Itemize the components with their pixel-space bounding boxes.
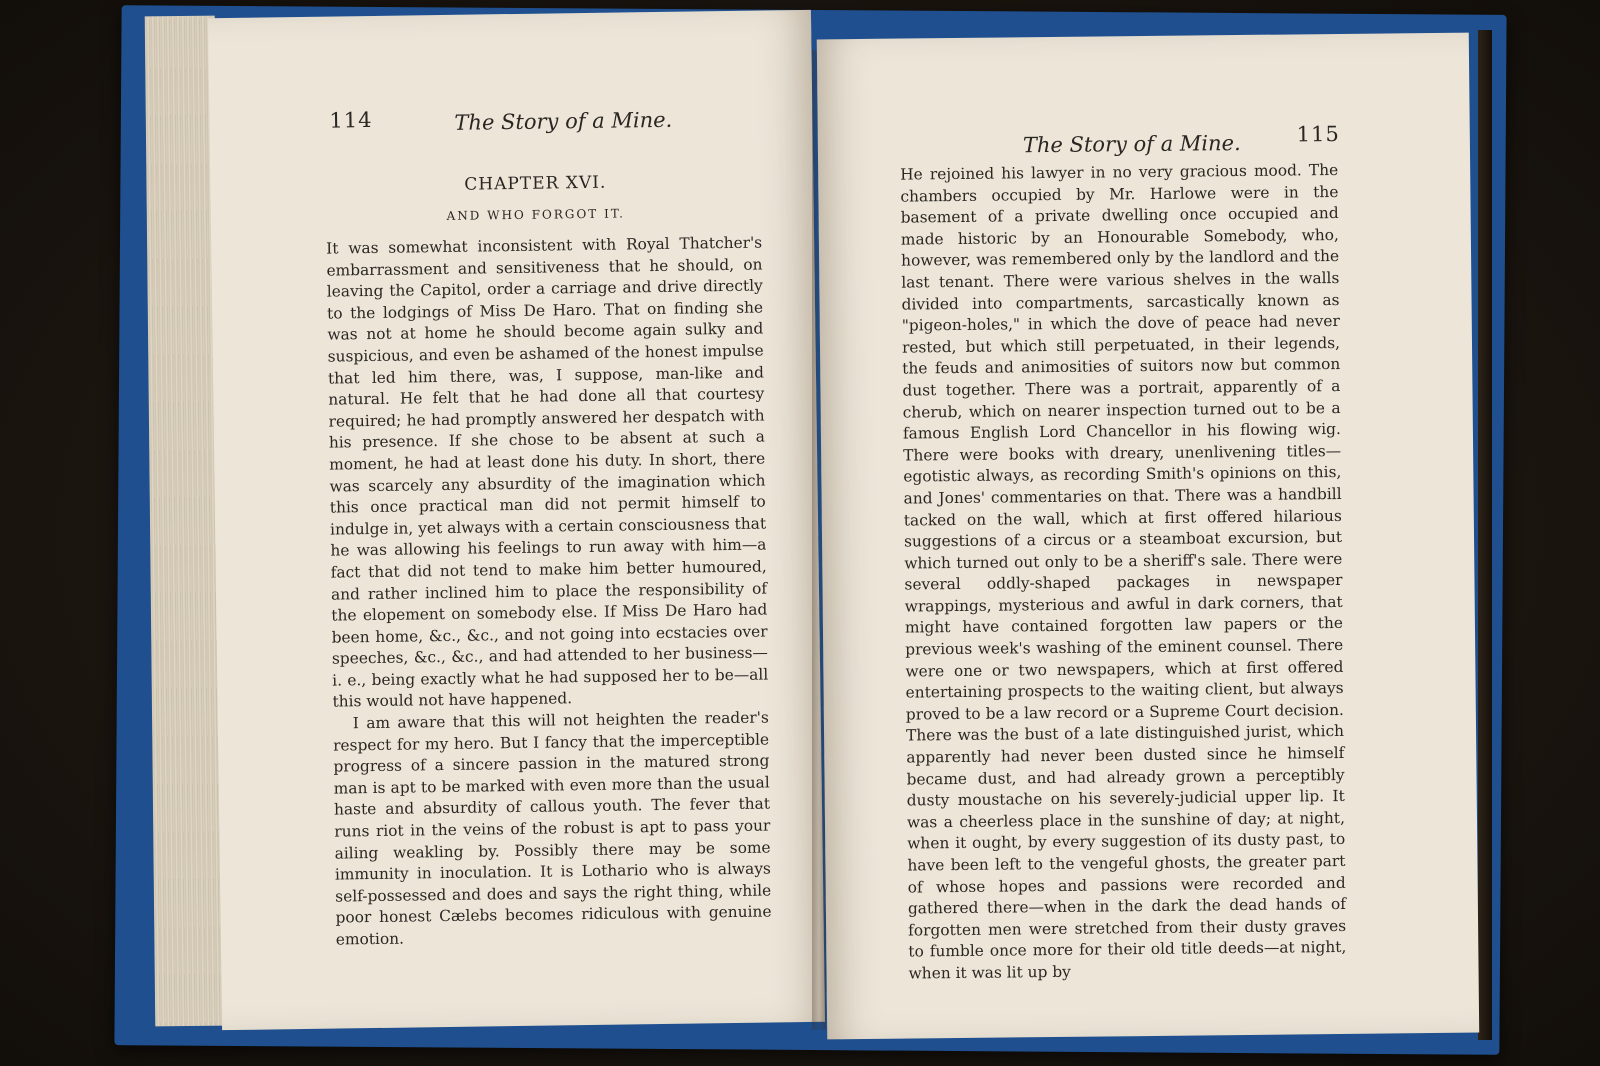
right-page — [817, 33, 1479, 1040]
left-running-title: The Story of a Mine. — [454, 107, 673, 135]
left-page-number: 114 — [329, 107, 373, 133]
right-body-text — [900, 160, 1347, 985]
paragraph: He rejoined his lawyer in no very gracious mood. The chambers occupied by Mr. Harlowe were in the basement of a private dwelling once occupied and made historic by an Honourable Somebody, who, however, was remembered only by the landlord and the last tenant. There were various shelves in the walls divided into compartments, sarcastically known as "pigeon-holes," in which the dove of peace had never rested, but which still perpetuated, in their legends, the feuds and animosities of suitors now but common dust together. There was a portrait, apparently of a cherub, which on nearer inspection turned out to be a famous English Lord Chancellor in his flowing wig. There were books with dreary, unenlivening titles—egotistic always, as recording Smith's opinions on this, and Jones' commentaries on that. There was a handbill tacked on the wall, which at first offered hilarious suggestions of a circus or a steamboat excursion, but which turned out only to be a sheriff's sale. There were several oddly-shaped packages in newspaper wrappings, mysterious and awful in dark corners, that might have contained forgotten law papers or the previous week's washing of the eminent counsel. There were one or two newspapers, which at first offered entertaining prospects to the waiting client, but always proved to be a law record or a Supreme Court decision. There was the bust of a late distinguished jurist, which apparently had never been dusted since he himself became dust, and had already grown a perceptibly dusty moustache on his severely-judicial upper lip. It was a cheerless place in the sunshine of day; at night, when it ought, by every suggestion of its dusty past, to have been left to the vengeful ghosts, the greater part of whose hopes and passions were recorded and gathered there—when in the dark the dead hands of forgotten men were stretched from their dusty graves to fumble once more for their old title deeds—at night, when it was lit up by — [900, 160, 1347, 983]
left-body-text — [326, 233, 772, 952]
cover-edge — [1478, 30, 1492, 1040]
right-running-title: The Story of a Mine. — [1022, 131, 1241, 158]
paragraph: It was somewhat inconsistent with Royal Thatcher's embarrassment and sensitiveness that he should, on leaving the Capitol, order a carriage and drive directly to the lodgings of Miss De Haro. That on finding she was not at home he should become again sulky and suspicious, and even be ashamed of the honest impulse that led him there, was, I suppose, man-like and natural. He felt that he had done all that courtesy required; he had promptly answered her despatch with his presence. If she chose to be absent at such a moment, he had at least done his duty. In short, there was scarcely any absurdity of the imagination which this once practical man did not permit himself to indulge in, yet always with a certain consciousness that he was allowing his feelings to run away with him—a fact that did not tend to make him better humoured, and rather inclined him to place the responsibility of the elopement on somebody else. If Miss De Haro had been home, &c., &c., and not going into ecstacies over speeches, &c., &c., and had attended to her business—i. e., being exactly what he had supposed her to be—all this would not have happened. — [326, 233, 769, 712]
chapter-subtitle: AND WHO FORGOT IT. — [446, 206, 625, 223]
paragraph: I am aware that this will not heighten the reader's respect for my hero. But I fancy that the imperceptible progress of a sincere passion in the matured strong man is apt to be marked with even more than the usual haste and absurdity of callous youth. The fever that runs riot in the veins of the robust is apt to pass your ailing weakling by. Possibly there may be some immunity in inoculation. It is Lothario who is always self-possessed and does and says the right thing, while poor honest Cælebs becomes ridiculous with genuine emotion. — [333, 708, 772, 949]
right-page-number: 115 — [1296, 121, 1340, 147]
left-page — [208, 10, 825, 1030]
chapter-title: CHAPTER XVI. — [464, 172, 607, 195]
